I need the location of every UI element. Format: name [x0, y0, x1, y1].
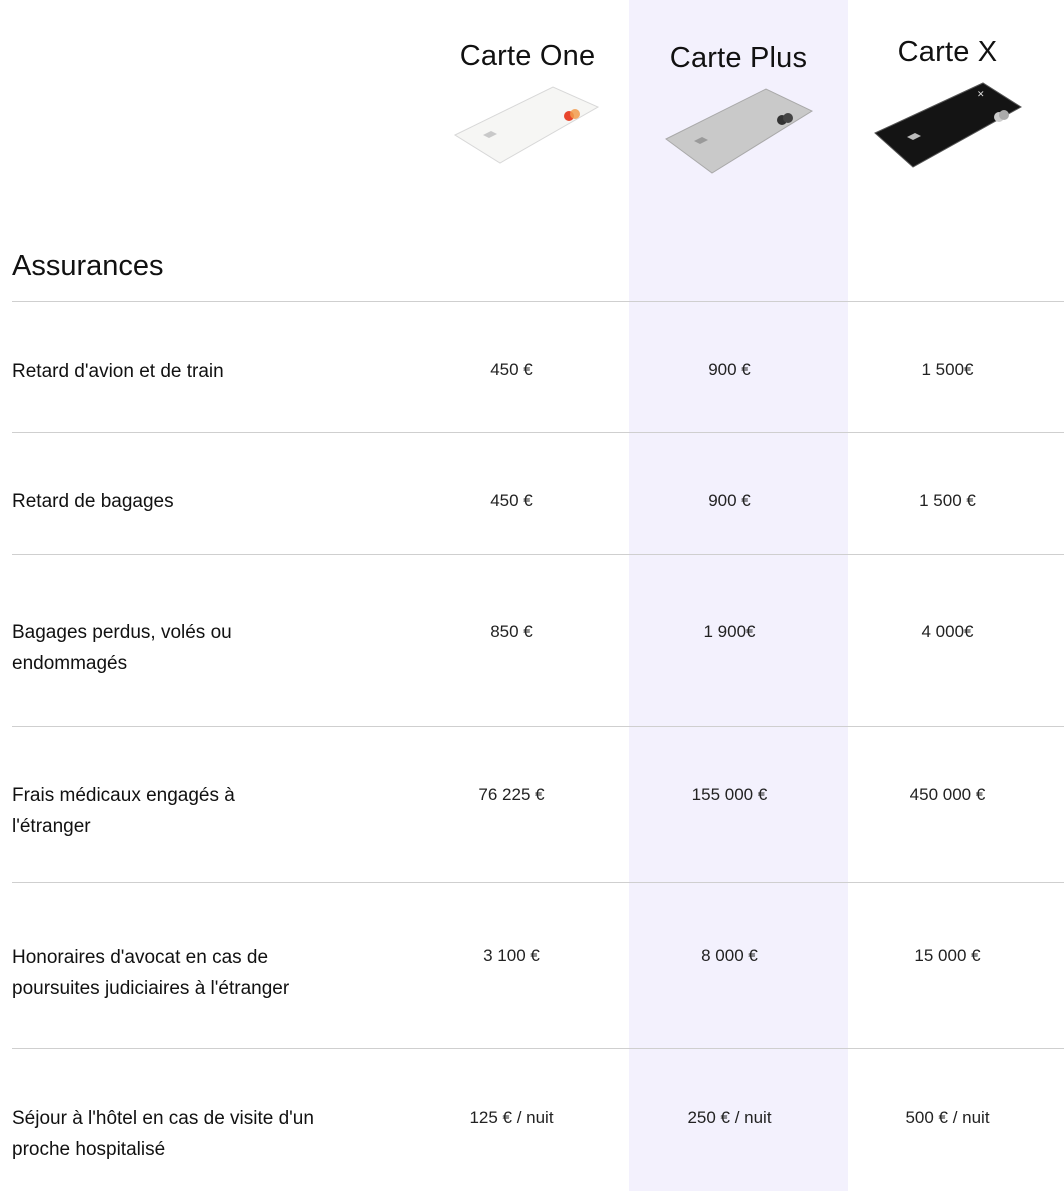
value-carte-plus: 900 €: [708, 360, 751, 379]
value-carte-one: 3 100 €: [483, 946, 540, 965]
card-one-image: [453, 85, 603, 165]
row-label: Frais médicaux engagés à l'étranger: [12, 785, 235, 837]
row-label: Retard d'avion et de train: [12, 361, 224, 382]
table-row: [12, 432, 1064, 554]
value-carte-one: 76 225 €: [478, 785, 545, 804]
value-carte-x: 1 500€: [921, 360, 974, 379]
card-column-plus: [629, 42, 848, 177]
table-row: [12, 882, 1064, 1048]
svg-text:✕: ✕: [976, 90, 985, 100]
table-row: [12, 301, 1064, 432]
row-label: Séjour à l'hôtel en cas de visite d'un proche hospitalisé: [12, 1108, 314, 1160]
value-carte-plus: 900 €: [708, 491, 751, 510]
row-label: Bagages perdus, volés ou endommagés: [12, 622, 232, 674]
row-label: Retard de bagages: [12, 491, 174, 512]
card-plus-image: [664, 87, 814, 177]
section-title: Assurances: [12, 250, 164, 282]
table-row: [12, 554, 1064, 726]
value-carte-one: 125 € / nuit: [469, 1108, 554, 1127]
value-carte-x: 1 500 €: [919, 491, 976, 510]
value-carte-x: 500 € / nuit: [905, 1108, 990, 1127]
card-title: Carte X: [897, 36, 998, 68]
value-carte-one: 850 €: [490, 622, 533, 641]
value-carte-plus: 155 000 €: [691, 785, 768, 804]
value-carte-one: 450 €: [490, 491, 533, 510]
value-carte-one: 450 €: [490, 360, 533, 379]
card-column-x: [838, 36, 1057, 171]
value-carte-x: 450 000 €: [909, 785, 986, 804]
value-carte-x: 15 000 €: [914, 946, 981, 965]
value-carte-plus: 8 000 €: [701, 946, 758, 965]
table-row: [12, 726, 1064, 882]
table-row: [12, 1048, 1064, 1191]
row-label: Honoraires d'avocat en cas de poursuites judiciaires à l'étranger: [12, 947, 290, 999]
value-carte-plus: 1 900€: [703, 622, 756, 641]
insurance-table: [12, 301, 1064, 1191]
value-carte-x: 4 000€: [921, 622, 974, 641]
card-title: Carte Plus: [669, 42, 808, 74]
card-title: Carte One: [459, 40, 596, 72]
card-x-image: [873, 81, 1023, 171]
card-column-one: [418, 40, 637, 165]
value-carte-plus: 250 € / nuit: [687, 1108, 772, 1127]
